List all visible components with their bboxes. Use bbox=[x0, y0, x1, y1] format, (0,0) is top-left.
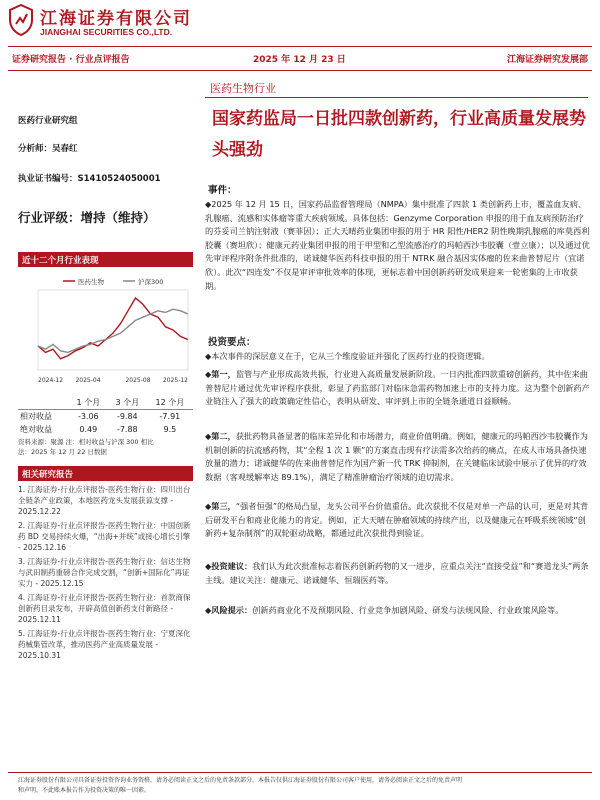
event-heading: 事件： bbox=[208, 185, 237, 196]
item-date: 2025.10.31 bbox=[18, 651, 61, 660]
point-1-text: 监管与产业形成高效共振，行业进入高质量发展新阶段。一日内批准四款重磅创新药，其中佐来曲普替尼片通过优先审评程序获批，彰显了药监部门对临床急需药物加速上市的支持力度。这为整个创新药产业链注入了强大的政策确定性信心，表明从研发、审评到上市的全链条通道日益顺畅。 bbox=[205, 369, 590, 407]
footer-divider bbox=[8, 772, 592, 773]
risk-text: 创新药商业化不及预期风险、行业竞争加剧风险、研发与法规风险、行业政策风险等。 bbox=[252, 605, 564, 615]
point-2-text: 获批药物具备显著的临床差异化和市场潜力，商业价值明确。例如，健康元的玛帕西沙韦胶囊作为机制创新的抗流感药物，其“全程 1 次 1 颗”的方案直击现有疗法需多次给药的痛点，在成人市场具备快速放量的潜力；诺诚健华的佐来曲普替尼作为国产新一代 TRK 抑制剂，在关键临床试验中展示了优异的疗效数据（客观缓解率达 89.1%），满足了精准肿瘤治疗领域的迫切需求。 bbox=[205, 431, 588, 482]
note-line: 资料来源：聚源 注：相对收益与沪深 300 相比 bbox=[18, 438, 154, 446]
perf-header-cell: 3 个月 bbox=[108, 396, 147, 410]
perf-row-label: 相对收益 bbox=[20, 412, 52, 421]
list-item[interactable]: 3. 江海证券-行业点评报告-医药生物行业：信达生物与武田制药重磅合作完成交割，“创新+国际化”再证实力 - 2025.12.15 bbox=[18, 557, 191, 588]
item-number: 5. bbox=[18, 629, 26, 638]
perf-cell: -7.91 bbox=[159, 412, 181, 421]
perf-cell: -9.84 bbox=[116, 412, 138, 421]
analyst-label: 分析师： bbox=[18, 144, 53, 154]
x-tick-label: 2024-12 bbox=[38, 377, 64, 384]
list-item[interactable]: 2. 江海证券-行业点评报告-医药生物行业：中国创新药 BD 交易持续火爆，“出海+并统”或接心增长引擎 - 2025.12.16 bbox=[18, 521, 191, 552]
item-number: 3. bbox=[18, 557, 26, 566]
related-reports-title: 相关研究报告 bbox=[18, 466, 193, 481]
rating-label: 行业评级： bbox=[18, 210, 81, 225]
license bbox=[18, 172, 161, 184]
x-tick-label: 2025-08 bbox=[125, 377, 151, 384]
header-divider bbox=[8, 46, 592, 47]
legend-label: 医药生物 bbox=[78, 278, 104, 286]
rating-value: 增持（维持） bbox=[80, 210, 156, 225]
point-2 bbox=[205, 430, 590, 484]
list-item[interactable]: 5. 江海证券-行业点评报告-医药生物行业：宁夏深化药械集管改革，推动医药产业高质量发展 - 2025.10.31 bbox=[18, 629, 191, 660]
risk-lead: ◆风险提示： bbox=[205, 605, 253, 615]
license-number: S1410524050001 bbox=[77, 174, 161, 184]
x-tick-label: 2025-12 bbox=[162, 377, 188, 384]
license-label: 执业证书编号： bbox=[18, 174, 78, 184]
perf-cell: -3.06 bbox=[77, 412, 99, 421]
legend-label: 沪深300 bbox=[138, 278, 164, 286]
item-text: 江海证券-行业点评报告-医药生物行业：中国创新药 BD 交易持续火爆，“出海+并统”或接心增长引擎 bbox=[18, 521, 191, 541]
item-text: 江海证券-行业点评报告-医药生物行业：宁夏深化药械集管改革，推动医药产业高质量发展 bbox=[18, 629, 191, 649]
list-item[interactable]: 4. 江海证券-行业点评报告-医药生物行业：首款商保创新药目录发布，开辟高值创新药支付新路径 - 2025.12.11 bbox=[18, 593, 191, 624]
item-number: 2. bbox=[18, 521, 26, 530]
analyst bbox=[18, 142, 78, 154]
item-date: 2025.12.11 bbox=[18, 615, 61, 624]
performance-table bbox=[18, 396, 193, 436]
points-heading: 投资要点： bbox=[208, 337, 256, 348]
x-tick-label: 2025-04 bbox=[75, 377, 101, 384]
perf-header-cell: 1 个月 bbox=[69, 396, 108, 410]
disclaimer-line: 江海证券股份有限公司具备证券投资咨询业务资格，请务必阅读正文之后的免责条款部分。本报告仅供江海证券股份有限公司客户使用，请务必阅读正文之后的免责声明 bbox=[18, 777, 463, 784]
item-date: 2025.12.16 bbox=[23, 543, 67, 552]
industry-performance-chart bbox=[18, 272, 193, 387]
risk-warning bbox=[205, 604, 590, 618]
industry-divider bbox=[205, 97, 588, 98]
table-row bbox=[18, 423, 193, 436]
item-number: 1. bbox=[18, 485, 26, 494]
industry-label: 医药生物行业 bbox=[210, 82, 276, 95]
report-header-bar bbox=[8, 52, 592, 66]
investment-advice bbox=[205, 560, 590, 587]
point-3 bbox=[205, 500, 590, 541]
advice-text: 我们认为此次批准标志着医药创新药物的又一进步，应重点关注“直接受益”和“赛道龙头”两条主线。建议关注：健康元、诺诚健华、恒瑞医药等。 bbox=[205, 561, 589, 585]
perf-row-label: 绝对收益 bbox=[20, 425, 52, 434]
report-title: 国家药监局一日批四款创新药，行业高质量发展势头强劲 bbox=[212, 109, 586, 160]
point-3-text: “强者恒强”的格局凸显，龙头公司平台价值重估。此次获批不仅是对单一产品的认可，更是对其背后研发平台和商业化能力的肯定。例如，正大天晴在肿瘤领域的持续产出，以及健康元在呼吸系统领域“创新药+复杂制剂”的双轮驱动战略，都通过此次获批得到验证。 bbox=[205, 501, 589, 539]
brand-name-cn: 江海证券有限公司 bbox=[40, 9, 192, 29]
point-2-lead: ◆第二， bbox=[205, 431, 236, 441]
chart-section-title: 近十二个月行业表现 bbox=[18, 252, 193, 267]
disclaimer bbox=[18, 776, 462, 796]
perf-cell: 9.5 bbox=[163, 425, 177, 434]
performance-table-header bbox=[18, 396, 193, 410]
point-1-lead: ◆第一， bbox=[205, 369, 236, 379]
report-type: 证券研究报告 · 行业点评报告 bbox=[12, 55, 130, 65]
table-note bbox=[18, 438, 193, 457]
perf-cell: -7.88 bbox=[116, 425, 138, 434]
item-text: 江海证券-行业点评报告-医药生物行业：首款商保创新药目录发布，开辟高值创新药支付新路径 bbox=[18, 593, 191, 613]
item-text: 江海证券-行业点评报告-医药生物行业：信达生物与武田制药重磅合作完成交割，“创新+国际化”再证实力 bbox=[18, 557, 191, 588]
perf-cell: 0.49 bbox=[79, 425, 98, 434]
analyst-name: 吴春红 bbox=[52, 144, 78, 154]
industry-rating bbox=[18, 208, 156, 226]
note-line: 法：2025 年 12 月 22 日数据 bbox=[18, 447, 107, 456]
series-line-0 bbox=[38, 298, 188, 359]
item-number: 4. bbox=[18, 593, 26, 602]
header-divider-bottom bbox=[8, 70, 592, 71]
point-3-lead: ◆第三， bbox=[205, 501, 236, 511]
item-date: 2025.12.22 bbox=[18, 507, 61, 516]
report-date: 2025 年 12 月 23 日 bbox=[253, 55, 346, 65]
research-dept: 江海证券研究发展部 bbox=[506, 55, 588, 65]
related-reports-list bbox=[18, 484, 193, 664]
item-date: 2025.12.15 bbox=[40, 579, 84, 588]
perf-header-cell: 12 个月 bbox=[147, 396, 193, 410]
disclaimer-line: 和声明，不此账本报告作为投资决策的唯一因素。 bbox=[18, 787, 151, 794]
list-item[interactable]: 1. 江海证券-行业点评报告-医药生物行业：四川出台全链条产业政策，本地医药龙头发展获谅支撑 - 2025.12.22 bbox=[18, 485, 191, 516]
point-1 bbox=[205, 368, 590, 409]
event-paragraph: ◆2025 年 12 月 15 日，国家药品监督管理局（NMPA）集中批准了四款 1 类创新药上市，覆盖血友病、乳腺癌、流感和实体瘤等重大疾病领域。具体包括：Genzyme Corporation 申报的用于血友病预防治疗的芬妥司兰钠注射液（赛菲因）；正大天晴药业集团申报的用于 HR 阳性/HER2 阴性晚期乳腺癌的库莫西利胶囊（赛坦欣）；健康元药业集团申报的用于甲型和乙型流感治疗的玛帕西沙韦胶囊（壹立康）；以及通过优先审评程序附条件批准的，诺诚健华医药科技申报的用于 NTRK 融合基因实体瘤的佐来曲普替尼片（宜诺欣）。此次“四连发”不仅是审评审批效率的体现，更标志着中国创新药研发成果迎来一轮密集的上市收获期。 bbox=[205, 199, 590, 291]
item-text: 江海证券-行业点评报告-医药生物行业：四川出台全链条产业政策，本地医药龙头发展获谅支撑 bbox=[18, 485, 191, 505]
brand-name-en: JIANGHAI SECURITIES CO.,LTD. bbox=[40, 27, 173, 37]
perf-header-cell bbox=[18, 396, 69, 410]
advice-lead: ◆投资建议： bbox=[205, 561, 253, 571]
company-logo bbox=[8, 4, 34, 36]
series-line-1 bbox=[38, 309, 188, 352]
research-team: 医药行业研究组 bbox=[18, 116, 78, 126]
table-row bbox=[18, 410, 193, 424]
intro-paragraph: ◆本次事件的深层意义在于，它从三个维度验证并强化了医药行业的投资逻辑。 bbox=[205, 351, 490, 361]
